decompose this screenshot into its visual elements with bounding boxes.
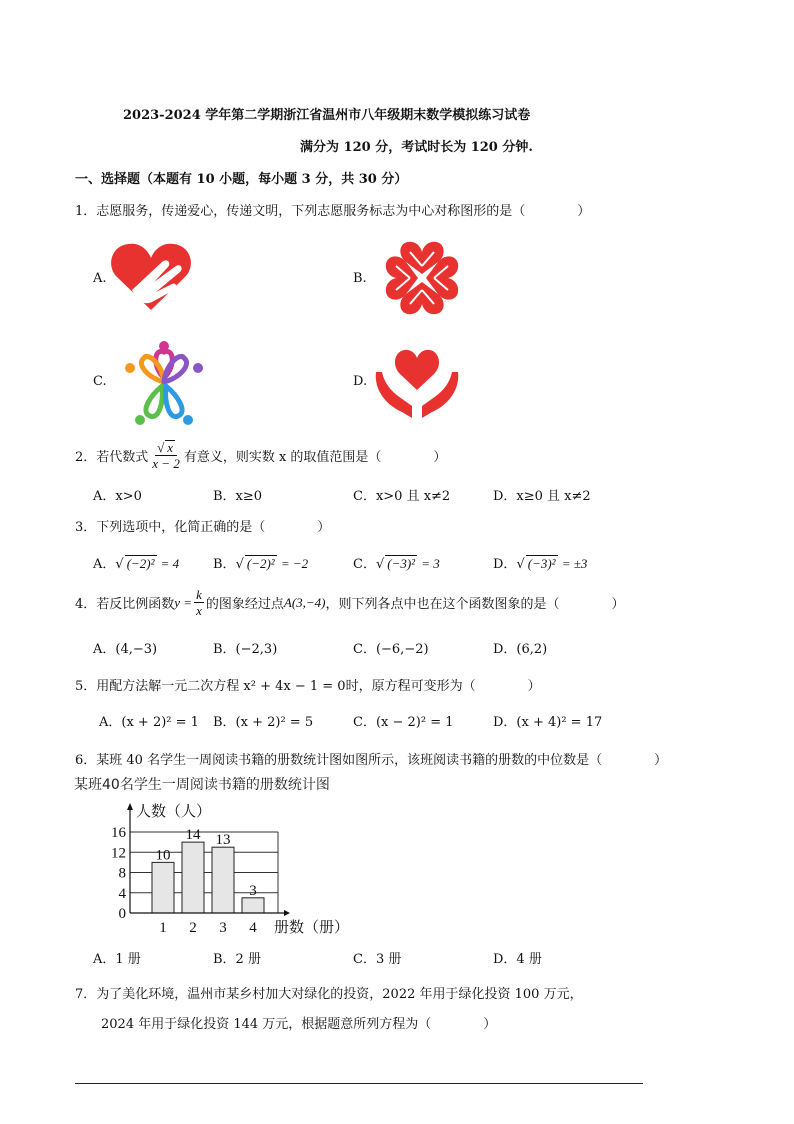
data-label: 14 xyxy=(185,827,201,844)
y-tick-label: 8 xyxy=(118,865,126,882)
q1-option-d-label: D. xyxy=(353,374,368,389)
bar-3 xyxy=(212,847,234,913)
q4-option-c: C．(−6,−2) xyxy=(353,642,429,657)
x-axis-arrow xyxy=(284,910,290,916)
question-5-stem: 5．用配方法解一元二次方程 x² + 4x − 1 = 0时，原方程可变形为（ ） xyxy=(75,679,541,694)
q2-stem-rest: 有意义，则实数 x 的取值范围是（ ） xyxy=(183,449,447,465)
q5-option-a: A．(x + 2)² = 1 xyxy=(99,715,199,730)
footer-rule xyxy=(75,1083,643,1084)
question-1-stem: 1．志愿服务，传递爱心，传递文明，下列志愿服务标志为中心对称图形的是（ ） xyxy=(75,204,591,219)
q3-option-a: A．√ (−2)² = 4 xyxy=(93,556,180,572)
data-label: 3 xyxy=(249,882,257,899)
q2-option-c: C．x>0 且 x≠2 xyxy=(353,489,451,504)
q5-option-d: D．(x + 4)² = 17 xyxy=(493,715,603,730)
x-tick-label: 2 xyxy=(189,920,197,936)
four-hearts-hands-logo-icon xyxy=(376,232,468,324)
q1-option-b-label: B. xyxy=(353,271,367,286)
bar-1 xyxy=(152,862,174,913)
y-tick-label: 4 xyxy=(118,885,126,902)
bar-4 xyxy=(242,898,264,913)
chart-title: 某班40名学生一周阅读书籍的册数统计图 xyxy=(74,777,330,793)
question-2-stem xyxy=(75,440,446,470)
q1-option-c-label: C. xyxy=(93,374,107,389)
q3-option-b: B．√ (−2)² = −2 xyxy=(213,556,309,572)
q6-option-c: C．3 册 xyxy=(353,952,402,967)
q6-option-b: B．2 册 xyxy=(213,952,261,967)
x-tick-label: 4 xyxy=(249,920,257,936)
q2-fraction: $\frac{√ x}{x - 2}$ xyxy=(152,440,180,471)
q3-option-d: D．√ (−3)² = ±3 xyxy=(493,556,588,572)
question-3-stem: 3．下列选项中，化简正确的是（ ） xyxy=(75,520,331,535)
q2-frac-num: x xyxy=(167,440,174,455)
x-axis-label: 册数（册） xyxy=(274,920,350,936)
q4-option-d: D．(6,2) xyxy=(493,642,548,657)
y-tick-label: 0 xyxy=(118,906,126,922)
heart-hand-logo-icon xyxy=(110,240,192,312)
bar-chart xyxy=(100,800,370,940)
data-label: 10 xyxy=(155,847,171,864)
y-axis-label: 人数（人） xyxy=(136,804,212,820)
q2-option-b: B．x≥0 xyxy=(213,489,263,504)
five-hearts-logo-icon xyxy=(118,338,210,426)
heart-in-hands-logo-icon xyxy=(372,342,462,422)
q2-frac-den: x − 2 xyxy=(152,456,180,471)
y-tick-label: 16 xyxy=(111,825,126,841)
q3-option-c: C．√ (−3)² = 3 xyxy=(353,556,440,572)
exam-title: 2023-2024 学年第二学期浙江省温州市八年级期末数学模拟练习试卷 xyxy=(123,108,531,123)
q4-option-a: A．(4,−3) xyxy=(93,642,158,657)
y-axis-arrow xyxy=(127,803,133,810)
q4-option-b: B．(−2,3) xyxy=(213,642,278,657)
x-tick-label: 1 xyxy=(159,920,167,936)
question-4-stem: 4．若反比例函数 y = $\frac{k}{x}$ 的图象经过点 A(3,−4) ，则下列各点中也在这个函数图象的是（ ） xyxy=(75,587,625,618)
exam-subtitle: 满分为 120 分，考试时长为 120 分钟. xyxy=(300,140,533,155)
q2-option-a: A．x>0 xyxy=(93,489,142,504)
q6-option-d: D．4 册 xyxy=(493,952,542,967)
q2-number: 2．若代数式 xyxy=(75,449,149,465)
q5-option-b: B．(x + 2)² = 5 xyxy=(213,715,314,730)
question-6-stem: 6．某班 40 名学生一周阅读书籍的册数统计图如图所示，该班阅读书籍的册数的中位数是（ ） xyxy=(75,753,668,768)
q2-option-d: D．x≥0 且 x≠2 xyxy=(493,489,591,504)
q1-option-a-label: A. xyxy=(93,271,107,286)
y-tick-label: 12 xyxy=(111,845,126,862)
data-label: 13 xyxy=(215,832,231,849)
q5-option-c: C．(x − 2)² = 1 xyxy=(353,715,454,730)
question-7-line-2: 2024 年用于绿化投资 144 万元，根据题意所列方程为（ ） xyxy=(101,1017,497,1032)
bar-2 xyxy=(182,842,204,913)
question-7-line-1: 7．为了美化环境，温州市某乡村加大对绿化的投资，2022 年用于绿化投资 100 万元， xyxy=(75,987,583,1002)
q6-option-a: A．1 册 xyxy=(93,952,141,967)
x-tick-label: 3 xyxy=(219,920,227,936)
section-heading: 一、选择题（本题有 10 小题，每小题 3 分，共 30 分） xyxy=(75,172,408,187)
